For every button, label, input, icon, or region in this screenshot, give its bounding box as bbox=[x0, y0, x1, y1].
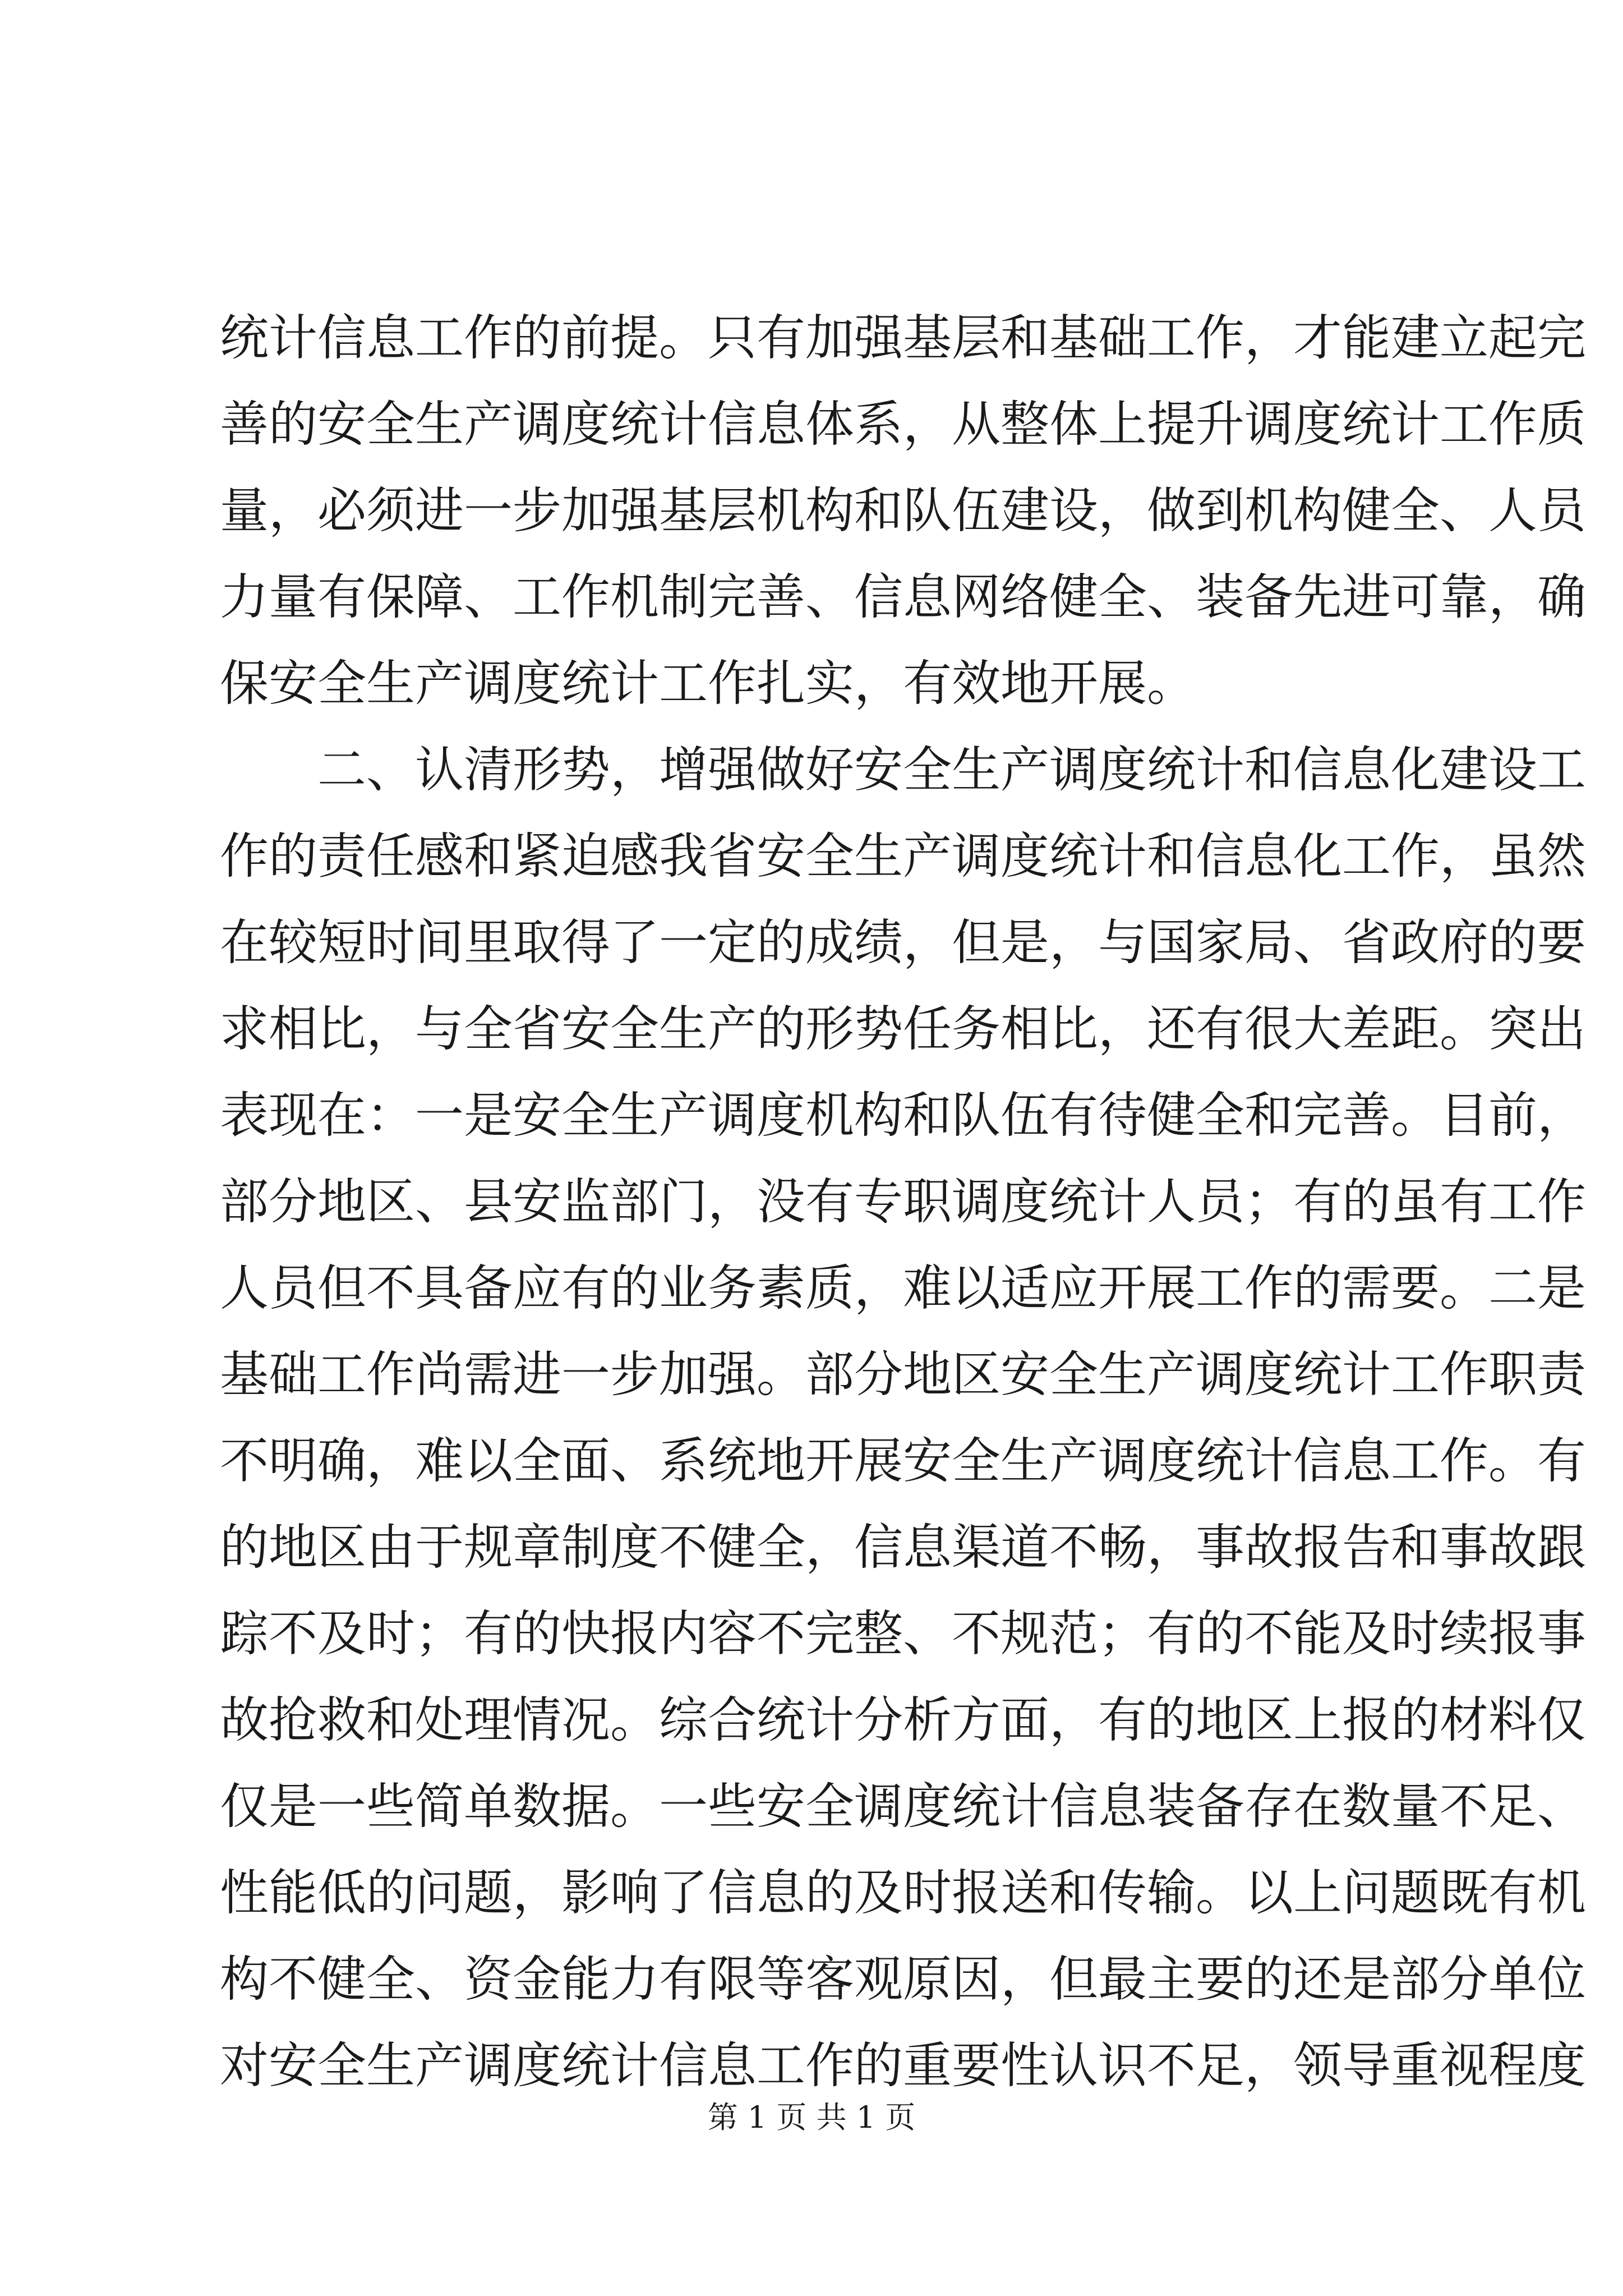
text-line: 求相比，与全省安全生产的形势任务相比，还有很大差距。突出 bbox=[220, 1000, 1586, 1057]
text-line: 部分地区、县安监部门，没有专职调度统计人员；有的虽有工作 bbox=[220, 1173, 1586, 1230]
text-line: 构不健全、资金能力有限等客观原因，但最主要的还是部分单位 bbox=[220, 1950, 1586, 2008]
text-line: 基础工作尚需进一步加强。部分地区安全生产调度统计工作职责 bbox=[220, 1346, 1586, 1403]
text-line: 力量有保障、工作机制完善、信息网络健全、装备先进可靠，确 bbox=[220, 568, 1586, 625]
text-line: 性能低的问题，影响了信息的及时报送和传输。以上问题既有机 bbox=[220, 1864, 1586, 1921]
text-line: 在较短时间里取得了一定的成绩，但是，与国家局、省政府的要 bbox=[220, 914, 1586, 971]
text-line: 的地区由于规章制度不健全，信息渠道不畅，事故报告和事故跟 bbox=[220, 1519, 1586, 1576]
page-footer: 第 1 页 共 1 页 bbox=[707, 2100, 916, 2135]
text-line: 保安全生产调度统计工作扎实，有效地开展。 bbox=[220, 655, 1196, 712]
text-line: 不明确，难以全面、系统地开展安全生产调度统计信息工作。有 bbox=[220, 1432, 1586, 1489]
text-line: 善的安全生产调度统计信息体系，从整体上提升调度统计工作质 bbox=[220, 395, 1586, 453]
text-line: 统计信息工作的前提。只有加强基层和基础工作，才能建立起完 bbox=[220, 309, 1586, 366]
text-line: 作的责任感和紧迫感我省安全生产调度统计和信息化工作，虽然 bbox=[220, 827, 1586, 885]
text-line: 表现在：一是安全生产调度机构和队伍有待健全和完善。目前， bbox=[220, 1087, 1586, 1144]
paragraph-first-line: 二、认清形势，增强做好安全生产调度统计和信息化建设工 bbox=[317, 741, 1586, 798]
text-line: 量，必须进一步加强基层机构和队伍建设，做到机构健全、人员 bbox=[220, 482, 1586, 539]
text-line: 对安全生产调度统计信息工作的重要性认识不足，领导重视程度 bbox=[220, 2037, 1586, 2094]
text-line: 踪不及时；有的快报内容不完整、不规范；有的不能及时续报事 bbox=[220, 1605, 1586, 1662]
text-line: 故抢救和处理情况。综合统计分析方面，有的地区上报的材料仅 bbox=[220, 1691, 1586, 1749]
text-line: 仅是一些简单数据。一些安全调度统计信息装备存在数量不足、 bbox=[220, 1778, 1586, 1835]
body-text bbox=[220, 295, 1586, 2109]
text-line: 人员但不具备应有的业务素质，难以适应开展工作的需要。二是 bbox=[220, 1259, 1586, 1317]
